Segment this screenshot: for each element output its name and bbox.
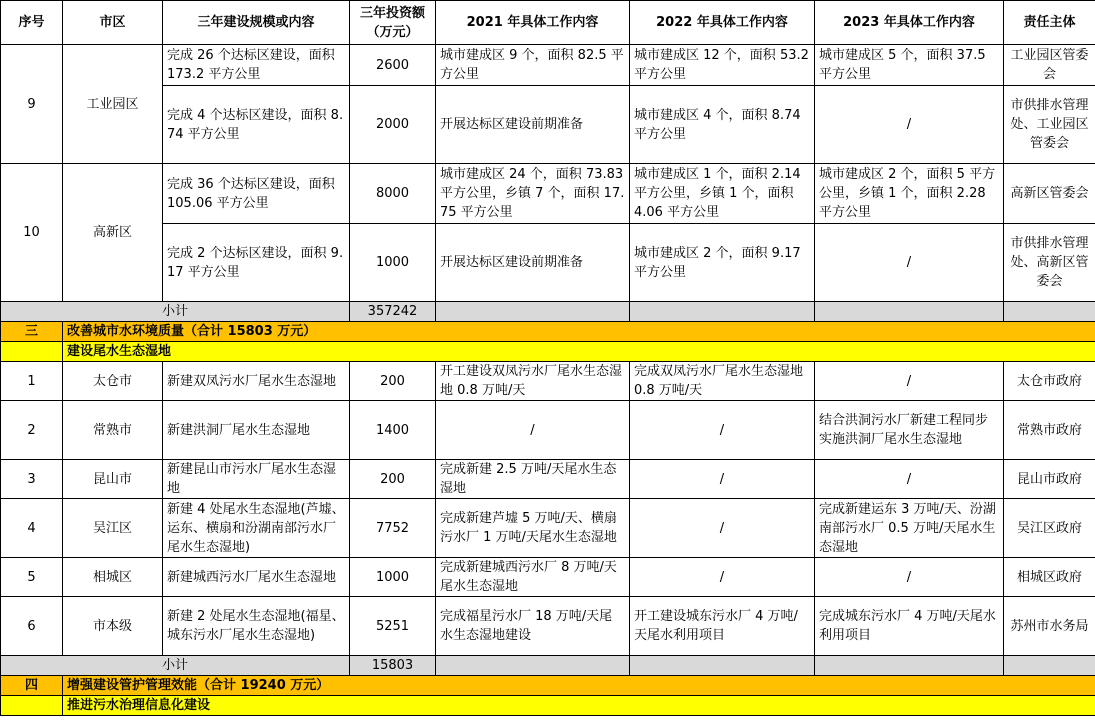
table-row <box>1 86 1095 164</box>
row-district: 工业园区 <box>63 45 163 164</box>
col-header-scope: 三年建设规模或内容 <box>163 1 350 45</box>
subsection-title: 推进污水治理信息化建设 <box>63 696 1095 716</box>
row-district: 昆山市 <box>63 460 163 499</box>
row-scope: 完成 4 个达标区建设，面积 8.74 平方公里 <box>163 86 350 164</box>
row-owner: 高新区管委会 <box>1004 164 1095 224</box>
row-owner: 昆山市政府 <box>1004 460 1095 499</box>
empty-cell <box>1 342 63 362</box>
empty-cell <box>630 656 815 676</box>
row-scope: 新建 4 处尾水生态湿地(芦墟、运东、横扇和汾湖南部污水厂尾水生态湿地) <box>163 499 350 558</box>
row-district: 相城区 <box>63 558 163 597</box>
empty-cell <box>1 696 63 716</box>
row-district: 吴江区 <box>63 499 163 558</box>
table-row <box>1 558 1095 597</box>
empty-cell <box>815 656 1004 676</box>
row-2023: 城市建成区 2 个，面积 5 平方公里，乡镇 1 个，面积 2.28 平方公里 <box>815 164 1004 224</box>
section-number: 三 <box>1 322 63 342</box>
empty-cell <box>630 302 815 322</box>
section-number: 四 <box>1 676 63 696</box>
row-scope: 新建双凤污水厂尾水生态湿地 <box>163 362 350 401</box>
row-invest: 200 <box>350 460 436 499</box>
row-2023: 完成新建运东 3 万吨/天、汾湖南部污水厂 0.5 万吨/天尾水生态湿地 <box>815 499 1004 558</box>
row-invest: 2000 <box>350 86 436 164</box>
row-seq: 4 <box>1 499 63 558</box>
row-scope: 新建 2 处尾水生态湿地(福星、城东污水厂尾水生态湿地) <box>163 597 350 656</box>
row-scope: 完成 26 个达标区建设，面积 173.2 平方公里 <box>163 45 350 86</box>
row-owner: 工业园区管委会 <box>1004 45 1095 86</box>
col-header-seq: 序号 <box>1 1 63 45</box>
table-row <box>1 401 1095 460</box>
col-header-2023: 2023 年具体工作内容 <box>815 1 1004 45</box>
row-seq: 10 <box>1 164 63 302</box>
row-invest: 7752 <box>350 499 436 558</box>
subtotal-value: 357242 <box>350 302 436 322</box>
section-row <box>1 322 1095 342</box>
subsection-row <box>1 342 1095 362</box>
empty-cell <box>436 302 630 322</box>
row-scope: 新建城西污水厂尾水生态湿地 <box>163 558 350 597</box>
subtotal-row <box>1 656 1095 676</box>
col-header-owner: 责任主体 <box>1004 1 1095 45</box>
table-row <box>1 362 1095 401</box>
row-district: 太仓市 <box>63 362 163 401</box>
row-seq: 2 <box>1 401 63 460</box>
row-seq: 5 <box>1 558 63 597</box>
row-2022: 城市建成区 1 个，面积 2.14 平方公里，乡镇 1 个，面积 4.06 平方公里 <box>630 164 815 224</box>
row-invest: 5251 <box>350 597 436 656</box>
row-2022: 城市建成区 2 个，面积 9.17 平方公里 <box>630 224 815 302</box>
table-row <box>1 597 1095 656</box>
row-scope: 完成 2 个达标区建设，面积 9.17 平方公里 <box>163 224 350 302</box>
row-district: 市本级 <box>63 597 163 656</box>
row-district: 高新区 <box>63 164 163 302</box>
section-title: 改善城市水环境质量（合计 15803 万元） <box>63 322 1095 342</box>
col-header-invest: 三年投资额（万元） <box>350 1 436 45</box>
col-header-district: 市区 <box>63 1 163 45</box>
section-title: 增强建设管护管理效能（合计 19240 万元） <box>63 676 1095 696</box>
table-row <box>1 224 1095 302</box>
row-owner: 太仓市政府 <box>1004 362 1095 401</box>
empty-cell <box>1004 656 1095 676</box>
col-header-2021: 2021 年具体工作内容 <box>436 1 630 45</box>
row-scope: 完成 36 个达标区建设，面积 105.06 平方公里 <box>163 164 350 224</box>
row-2021: 开展达标区建设前期准备 <box>436 86 630 164</box>
row-2022: / <box>630 499 815 558</box>
row-2023: 结合洪洞污水厂新建工程同步实施洪洞厂尾水生态湿地 <box>815 401 1004 460</box>
row-2022: / <box>630 460 815 499</box>
row-2023: / <box>815 558 1004 597</box>
row-invest: 1000 <box>350 558 436 597</box>
row-2023: / <box>815 362 1004 401</box>
row-2021: 城市建成区 9 个，面积 82.5 平方公里 <box>436 45 630 86</box>
empty-cell <box>815 302 1004 322</box>
row-2022: / <box>630 401 815 460</box>
row-seq: 9 <box>1 45 63 164</box>
row-2021: / <box>436 401 630 460</box>
row-invest: 200 <box>350 362 436 401</box>
row-owner: 市供排水管理处、工业园区管委会 <box>1004 86 1095 164</box>
row-2022: 城市建成区 4 个，面积 8.74 平方公里 <box>630 86 815 164</box>
table-row <box>1 164 1095 224</box>
row-2022: 开工建设城东污水厂 4 万吨/天尾水利用项目 <box>630 597 815 656</box>
row-invest: 2600 <box>350 45 436 86</box>
subtotal-row <box>1 302 1095 322</box>
table-row <box>1 499 1095 558</box>
subsection-row <box>1 696 1095 716</box>
empty-cell <box>1004 302 1095 322</box>
row-2023: / <box>815 224 1004 302</box>
row-2021: 完成新建芦墟 5 万吨/天、横扇污水厂 1 万吨/天尾水生态湿地 <box>436 499 630 558</box>
row-2021: 开工建设双凤污水厂尾水生态湿地 0.8 万吨/天 <box>436 362 630 401</box>
row-scope: 新建洪洞厂尾水生态湿地 <box>163 401 350 460</box>
row-2023: 完成城东污水厂 4 万吨/天尾水利用项目 <box>815 597 1004 656</box>
row-2021: 城市建成区 24 个，面积 73.83 平方公里，乡镇 7 个，面积 17.75 平方公里 <box>436 164 630 224</box>
row-seq: 1 <box>1 362 63 401</box>
subtotal-value: 15803 <box>350 656 436 676</box>
row-2023: 城市建成区 5 个，面积 37.5 平方公里 <box>815 45 1004 86</box>
row-2022: 城市建成区 12 个，面积 53.2 平方公里 <box>630 45 815 86</box>
table-row <box>1 45 1095 86</box>
row-district: 常熟市 <box>63 401 163 460</box>
row-2021: 完成新建城西污水厂 8 万吨/天尾水生态湿地 <box>436 558 630 597</box>
row-invest: 8000 <box>350 164 436 224</box>
row-owner: 吴江区政府 <box>1004 499 1095 558</box>
row-owner: 相城区政府 <box>1004 558 1095 597</box>
row-2022: / <box>630 558 815 597</box>
table-row <box>1 460 1095 499</box>
subsection-title: 建设尾水生态湿地 <box>63 342 1095 362</box>
row-seq: 3 <box>1 460 63 499</box>
header-row <box>1 1 1095 45</box>
row-seq: 6 <box>1 597 63 656</box>
empty-cell <box>436 656 630 676</box>
row-owner: 苏州市水务局 <box>1004 597 1095 656</box>
row-owner: 常熟市政府 <box>1004 401 1095 460</box>
row-2021: 开展达标区建设前期准备 <box>436 224 630 302</box>
row-2021: 完成福星污水厂 18 万吨/天尾水生态湿地建设 <box>436 597 630 656</box>
section-row <box>1 676 1095 696</box>
subtotal-label: 小计 <box>1 302 350 322</box>
row-scope: 新建昆山市污水厂尾水生态湿地 <box>163 460 350 499</box>
row-invest: 1000 <box>350 224 436 302</box>
row-2022: 完成双凤污水厂尾水生态湿地 0.8 万吨/天 <box>630 362 815 401</box>
subtotal-label: 小计 <box>1 656 350 676</box>
col-header-2022: 2022 年具体工作内容 <box>630 1 815 45</box>
row-2023: / <box>815 86 1004 164</box>
row-2021: 完成新建 2.5 万吨/天尾水生态湿地 <box>436 460 630 499</box>
row-2023: / <box>815 460 1004 499</box>
row-invest: 1400 <box>350 401 436 460</box>
row-owner: 市供排水管理处、高新区管委会 <box>1004 224 1095 302</box>
